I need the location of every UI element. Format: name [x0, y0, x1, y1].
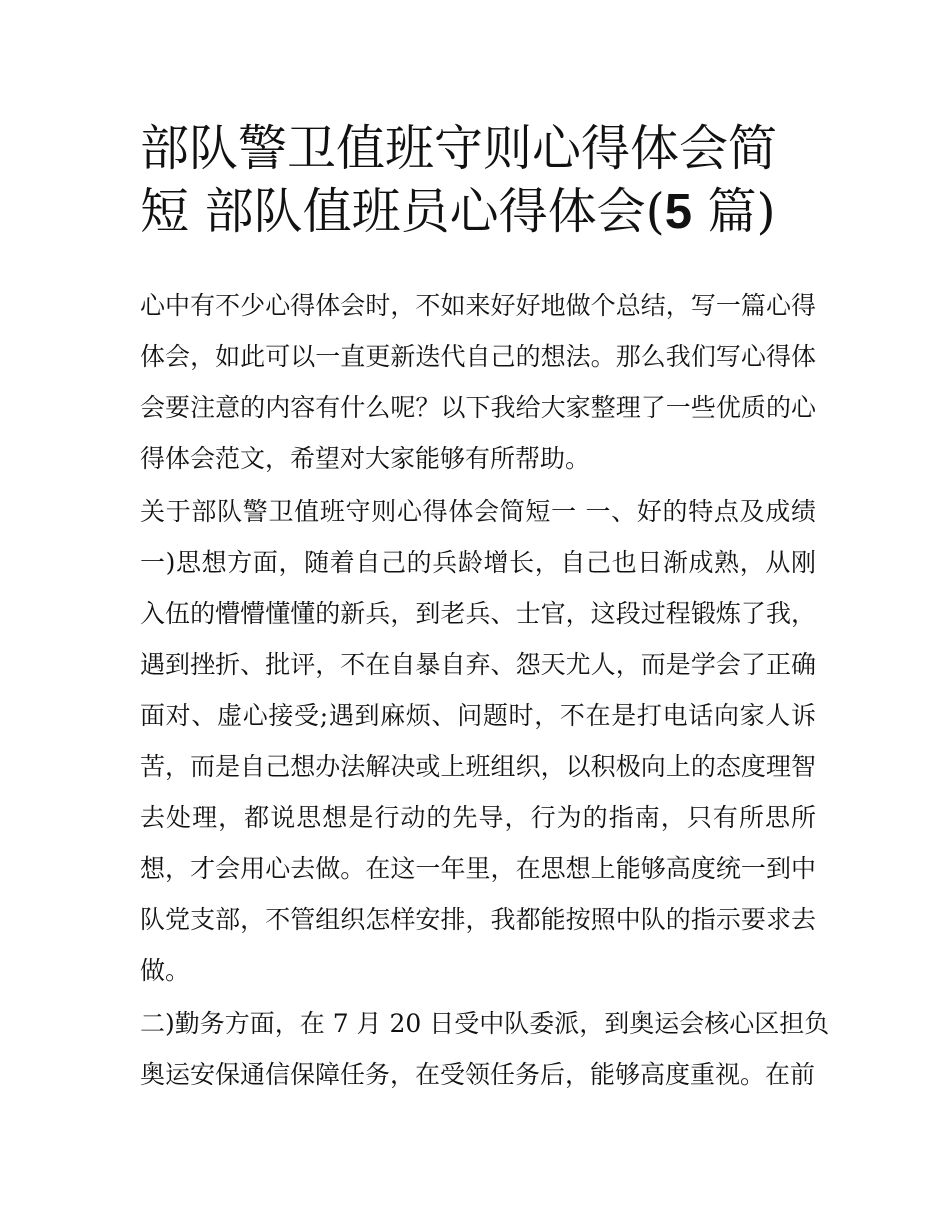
text-line: 心中有不少心得体会时，不如来好好地做个总结，写一篇心得: [140, 291, 816, 320]
text-line: 做。: [140, 956, 191, 985]
text-line: 遇到挫折、批评，不在自暴自弃、怨天尤人，而是学会了正确: [140, 650, 816, 679]
text-line: 苦，而是自己想办法解决或上班组织，以积极向上的态度理智: [140, 752, 816, 781]
text-line: 面对、虚心接受;遇到麻烦、问题时，不在是打电话向家人诉: [140, 701, 816, 730]
text-line: 想，才会用心去做。在这一年里，在思想上能够高度统一到中: [140, 854, 816, 883]
document-body: [140, 280, 830, 1102]
text-line: 会要注意的内容有什么呢？以下我给大家整理了一些优质的心: [140, 393, 816, 422]
text-line: 得体会范文，希望对大家能够有所帮助。: [140, 444, 591, 473]
text-line: 体会，如此可以一直更新迭代自己的想法。那么我们写心得体: [140, 342, 816, 371]
text-line: 一)思想方面，随着自己的兵龄增长，自己也日渐成熟，从刚: [140, 548, 816, 577]
paragraph: [140, 998, 830, 1100]
title-line-1: 部队警卫值班守则心得体会简: [140, 120, 778, 177]
title-line-2-prefix: 短 部队值班员心得体会(: [140, 183, 665, 240]
document-title: [140, 117, 820, 244]
text-line: 关于部队警卫值班守则心得体会简短一 一、好的特点及成绩: [140, 497, 816, 526]
text-line: 入伍的懵懵懂懂的新兵，到老兵、士官，这段过程锻炼了我，: [140, 599, 816, 628]
text-line: 去处理，都说思想是行动的先导，行为的指南，只有所思所: [140, 803, 816, 832]
text-line: 二)勤务方面，在 7 月 20 日受中队委派，到奥运会核心区担负: [140, 1009, 830, 1038]
title-line-2-suffix: 篇): [691, 183, 776, 240]
paragraph: [140, 486, 816, 996]
text-line: 奥运安保通信保障任务，在受领任务后，能够高度重视。在前: [140, 1060, 816, 1089]
title-count: 5: [664, 185, 692, 239]
paragraph: [140, 280, 816, 484]
text-line: 队党支部，不管组织怎样安排，我都能按照中队的指示要求去: [140, 905, 816, 934]
